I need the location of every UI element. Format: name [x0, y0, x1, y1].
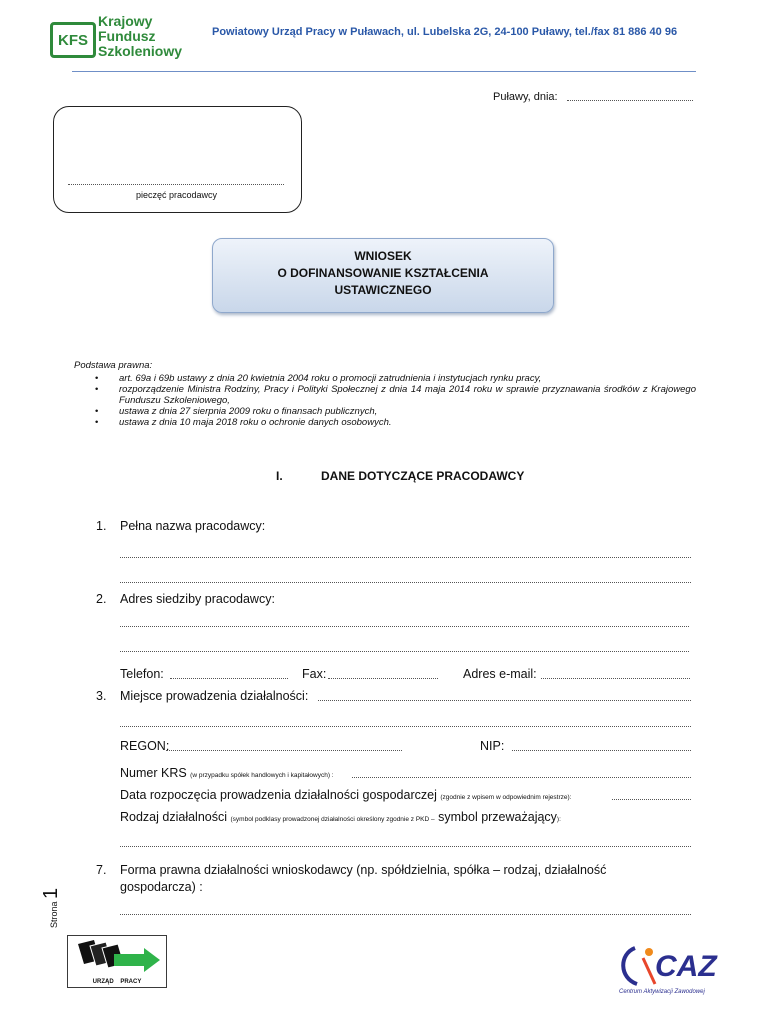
header-divider	[72, 71, 696, 72]
place-line-2[interactable]	[120, 726, 691, 727]
date-field[interactable]	[567, 100, 693, 101]
legal-form-label: Forma prawna działalności wnioskodawcy (np. spółdzielnia, spółka – rodzaj, działalność	[120, 863, 607, 877]
section-number: I.	[276, 469, 283, 483]
full-name-label: Pełna nazwa pracodawcy:	[120, 519, 266, 533]
place-field[interactable]	[318, 700, 691, 701]
krs-label: Numer KRS (w przypadku spółek handlowych i kapitałowych) :	[120, 766, 334, 780]
regon-label: REGON:	[120, 739, 170, 753]
phone-field[interactable]	[170, 678, 288, 679]
place-label: Miejsce prowadzenia działalności:	[120, 689, 309, 703]
email-field[interactable]	[541, 678, 690, 679]
section-title: DANE DOTYCZĄCE PRACODAWCY	[321, 469, 525, 483]
field-number: 7.	[96, 863, 107, 877]
full-name-line-2[interactable]	[120, 582, 691, 583]
legal-form-field[interactable]	[120, 914, 691, 915]
kfs-logo: KFS	[50, 22, 96, 58]
stamp-label: pieczęć pracodawcy	[135, 190, 218, 200]
phone-label: Telefon:	[120, 667, 164, 681]
legal-item: • rozporządzenie Ministra Rodziny, Pracy i Polityki Społecznej z dnia 14 maja 2014 roku w sprawie przyznawania środków z Krajowego Funduszu Szkoleniowego,	[119, 384, 696, 406]
stamp-line	[68, 184, 284, 185]
field-number: 2.	[96, 592, 107, 606]
address-label: Adres siedziby pracodawcy:	[120, 592, 275, 606]
caz-logo: CAZ Centrum Aktywizacji Zawodowej	[615, 944, 725, 1000]
document-title: WNIOSEK O DOFINANSOWANIE KSZTAŁCENIA USTAWICZNEGO	[212, 238, 554, 313]
activity-label: Rodzaj działalności (symbol podklasy prowadzonej działalności określony zgodnie z PKD – symbol przeważający):	[120, 810, 561, 824]
urzad-pracy-icon	[68, 936, 166, 974]
email-label: Adres e-mail:	[463, 667, 537, 681]
address-line-1[interactable]	[120, 626, 689, 627]
activity-field[interactable]	[120, 846, 691, 847]
legal-basis	[74, 360, 696, 428]
urzad-pracy-logo: URZĄD PRACY	[67, 935, 167, 988]
page-number: Strona 1	[40, 887, 62, 928]
legal-heading: Podstawa prawna:	[74, 360, 153, 371]
legal-form-label-2: gospodarcza) :	[120, 880, 203, 894]
legal-item: • ustawa z dnia 10 maja 2018 roku o ochronie danych osobowych.	[119, 417, 696, 428]
fax-label: Fax:	[302, 667, 327, 681]
field-number: 3.	[96, 689, 107, 703]
nip-field[interactable]	[512, 750, 691, 751]
city-date-label: Puławy, dnia:	[493, 91, 558, 103]
address-line-2[interactable]	[120, 651, 689, 652]
kfs-logo-text: Krajowy Fundusz Szkoleniowy	[98, 13, 183, 59]
fax-field[interactable]	[328, 678, 438, 679]
field-number: 1.	[96, 519, 107, 533]
full-name-line-1[interactable]	[120, 557, 691, 558]
start-date-label: Data rozpoczęcia prowadzenia działalności gospodarczej (zgodnie z wpisem w odpowiednim rejestrze):	[120, 788, 572, 802]
office-address: Powiatowy Urząd Pracy w Puławach, ul. Lubelska 2G, 24-100 Puławy, tel./fax 81 886 40 96	[212, 26, 678, 38]
legal-item: • ustawa z dnia 27 sierpnia 2009 roku o finansach publicznych,	[119, 406, 696, 417]
start-date-field[interactable]	[612, 799, 691, 800]
regon-field[interactable]	[166, 750, 402, 751]
krs-field[interactable]	[352, 777, 691, 778]
nip-label: NIP:	[480, 739, 505, 753]
legal-item: • art. 69a i 69b ustawy z dnia 20 kwietnia 2004 roku o promocji zatrudnienia i instytucjach rynku pracy,	[119, 373, 696, 384]
